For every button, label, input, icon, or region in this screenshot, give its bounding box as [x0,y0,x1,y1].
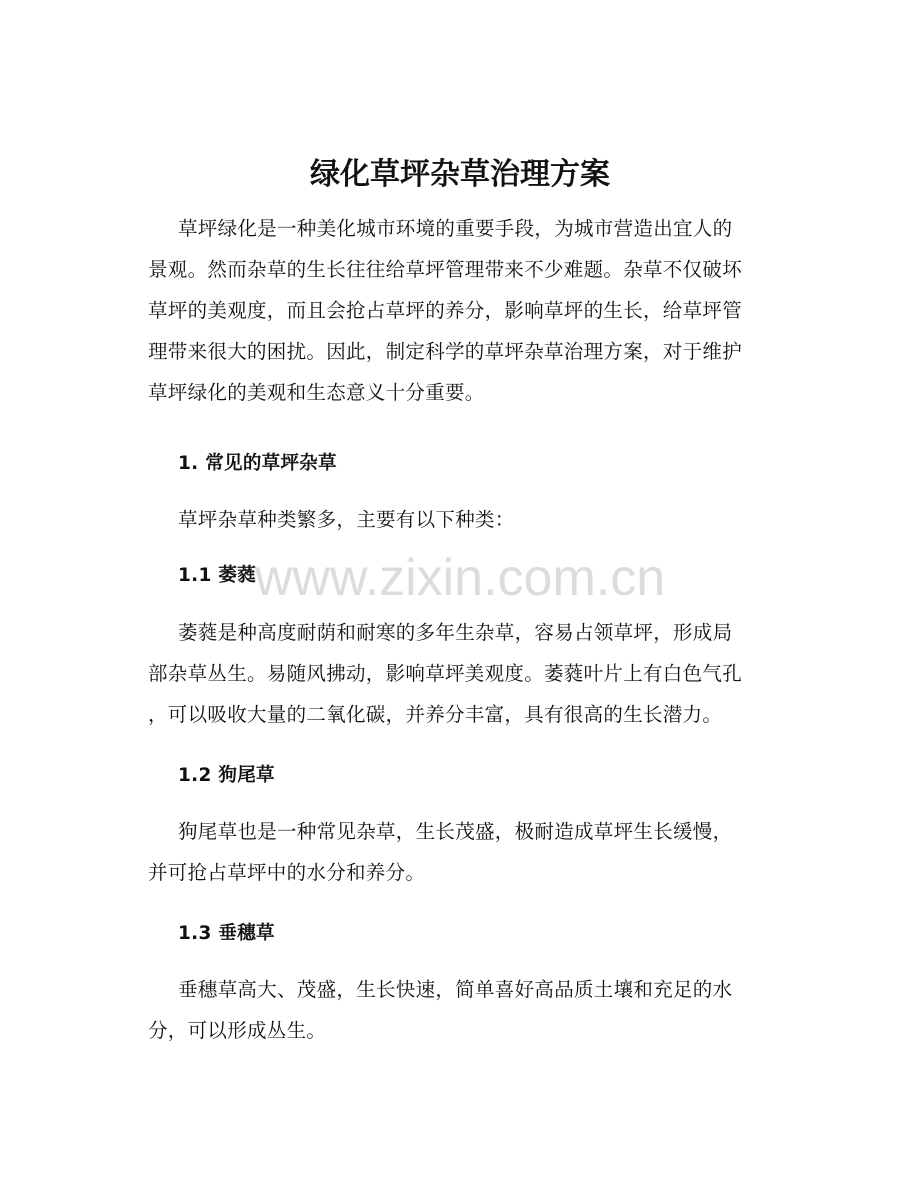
paragraph-line: 部杂草丛生。易随风拂动，影响草坪美观度。萎蕤叶片上有白色气孔 [148,662,743,685]
watermark: www.zixin.com.cn [254,549,666,607]
intro-line: 景观。然而杂草的生长往往给草坪管理带来不少难题。杂草不仅破坏 [148,258,743,281]
subsection-heading: 1.3 垂穗草 [178,923,275,944]
document-title: 绿化草坪杂草治理方案 [310,157,610,192]
intro-line: 理带来很大的困扰。因此，制定科学的草坪杂草治理方案，对于维护 [148,340,743,363]
paragraph-line: 狗尾草也是一种常见杂草，生长茂盛，极耐造成草坪生长缓慢， [178,820,733,843]
subsection-heading: 1.1 萎蕤 [178,565,257,586]
paragraph-line: ，可以吸收大量的二氧化碳，并养分丰富，具有很高的生长潜力。 [148,703,723,726]
section-heading: 1. 常见的草坪杂草 [178,453,337,474]
subsection-heading: 1.2 狗尾草 [178,765,275,786]
paragraph-line: 萎蕤是种高度耐荫和耐寒的多年生杂草，容易占领草坪，形成局 [178,621,733,644]
intro-line: 草坪绿化是一种美化城市环境的重要手段，为城市营造出宜人的 [178,217,733,240]
paragraph-line: 草坪杂草种类繁多，主要有以下种类： [178,508,515,531]
intro-line: 草坪绿化的美观和生态意义十分重要。 [148,381,485,404]
paragraph-line: 垂穗草高大、茂盛，生长快速，简单喜好高品质土壤和充足的水 [178,978,733,1001]
paragraph-line: 分，可以形成丛生。 [148,1019,327,1042]
paragraph-line: 并可抢占草坪中的水分和养分。 [148,861,426,884]
intro-line: 草坪的美观度，而且会抢占草坪的养分，影响草坪的生长，给草坪管 [148,299,743,322]
